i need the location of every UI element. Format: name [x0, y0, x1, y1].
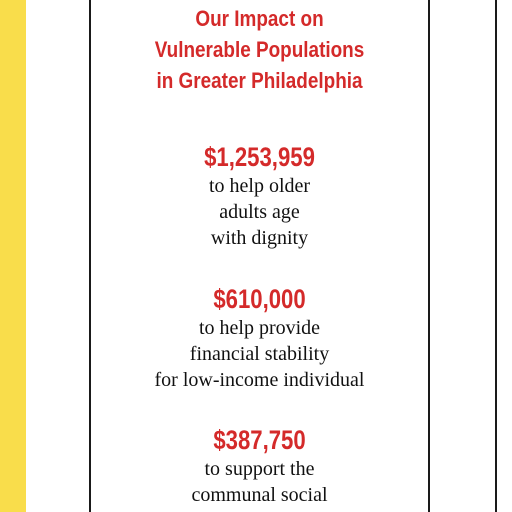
- title-line-3: in Greater Philadelphia: [156, 68, 363, 93]
- stat-amount: $1,253,959: [204, 142, 315, 172]
- impact-card: [91, 0, 428, 506]
- stat-description-line: to help provide: [198, 317, 321, 339]
- stat-amount: $610,000: [213, 284, 306, 314]
- stat-description-line: for low-income individual: [154, 369, 365, 391]
- stat-amount: $387,750: [213, 425, 306, 455]
- stat-description-line: to support the: [204, 458, 315, 480]
- stat-description: [91, 456, 428, 508]
- stat-communal-social: [91, 424, 428, 508]
- stat-financial-stability: [91, 283, 428, 393]
- stat-description-line: with dignity: [210, 227, 309, 249]
- stat-description: [91, 315, 428, 393]
- right-divider-line: [495, 0, 497, 512]
- stat-description-line: financial stability: [189, 343, 330, 365]
- stat-older-adults: [91, 141, 428, 251]
- stat-description: [91, 173, 428, 251]
- impact-title: [115, 0, 405, 96]
- title-line-1: Our Impact on: [195, 6, 324, 31]
- yellow-side-strip: [0, 0, 26, 512]
- stat-description-line: to help older: [208, 175, 311, 197]
- title-line-2: Vulnerable Populations: [154, 37, 365, 62]
- stat-description-line: adults age: [219, 201, 300, 223]
- stat-description-line: communal social: [191, 484, 328, 506]
